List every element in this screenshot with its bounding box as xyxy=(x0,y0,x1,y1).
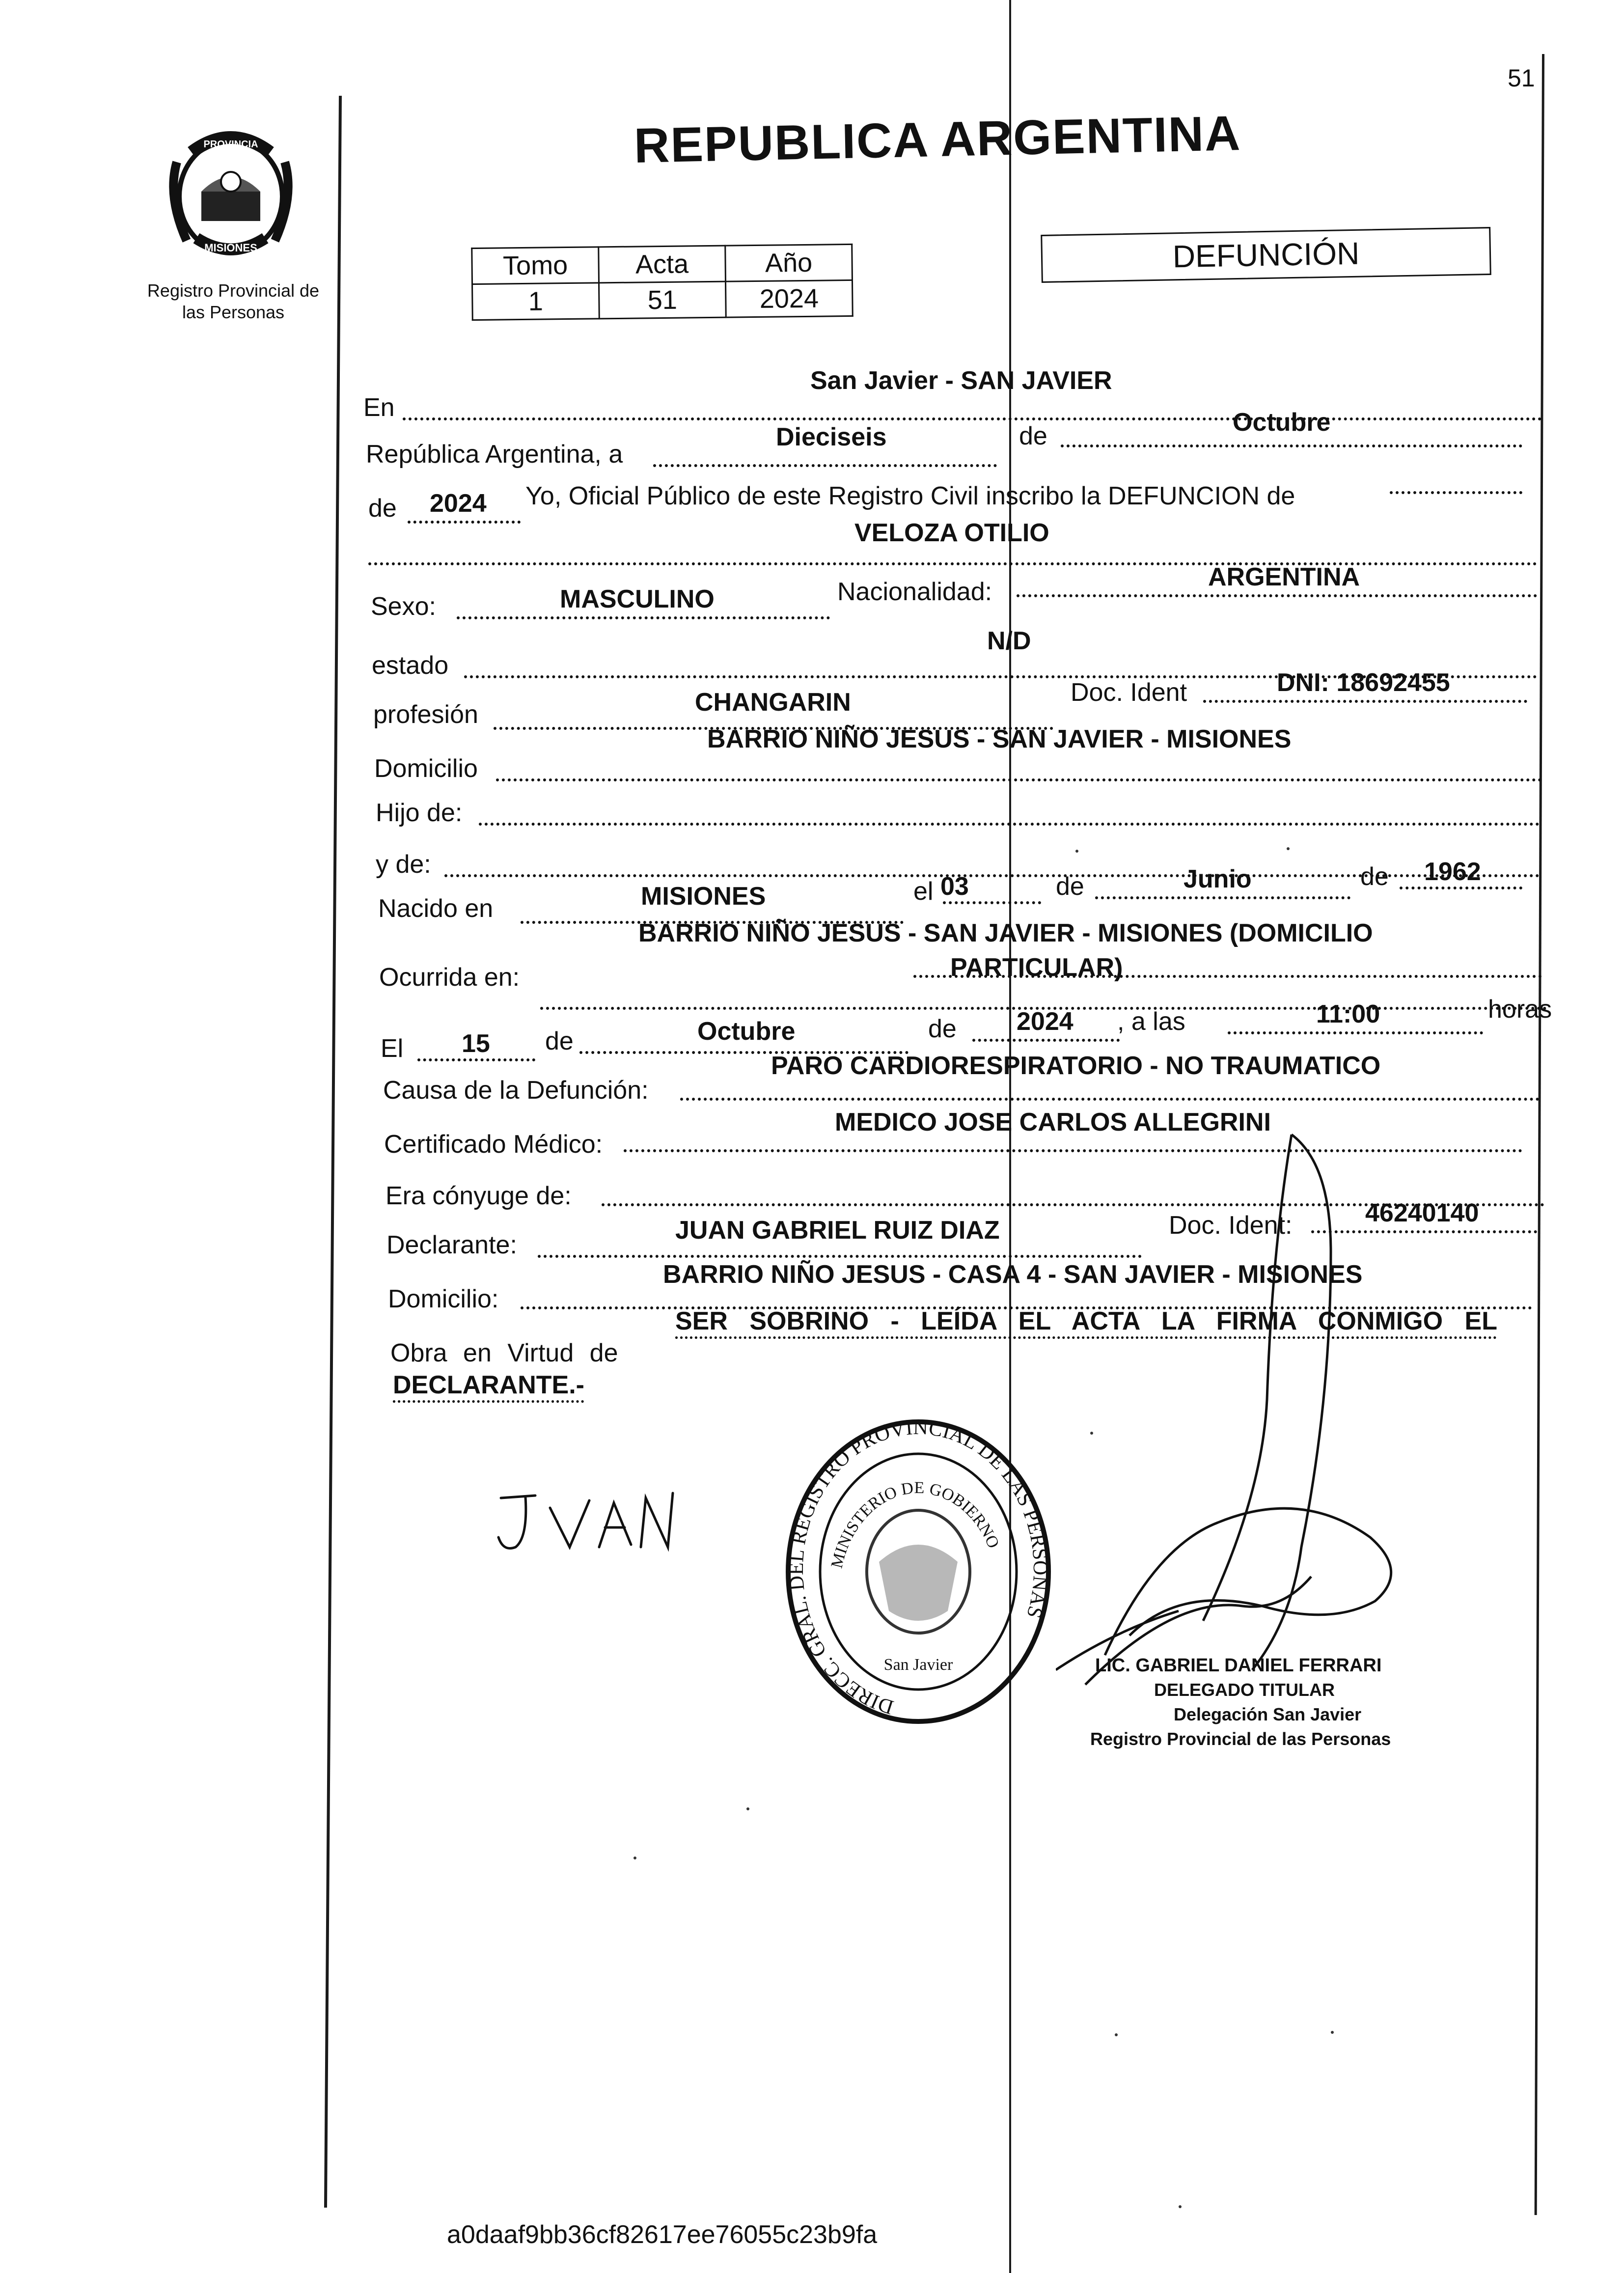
officer-registry: Registro Provincial de las Personas xyxy=(1090,1729,1391,1749)
right-margin-line xyxy=(1535,54,1544,2215)
ocurrida-label: Ocurrida en: xyxy=(379,963,520,992)
stray-mark xyxy=(633,1857,636,1859)
inscribo-text: Yo, Oficial Público de este Registro Civil inscribo la DEFUNCION de xyxy=(525,482,1295,510)
death-el-label: El xyxy=(381,1034,404,1063)
domicilio-label: Domicilio xyxy=(374,754,478,783)
record-header-acta: Acta xyxy=(599,246,726,283)
ocurrida-value-line2: PARTICULAR) xyxy=(950,953,1123,982)
year-line xyxy=(408,521,521,524)
registry-name xyxy=(123,280,344,323)
registry-name-line1: Registro Provincial de xyxy=(147,280,320,301)
domicilio-value: BARRIO NIÑO JESUS - SAN JAVIER - MISIONES xyxy=(707,725,1292,753)
svg-text:MISIONES: MISIONES xyxy=(204,242,257,254)
conyuge-label: Era cónyuge de: xyxy=(385,1182,572,1210)
officer-name: LIC. GABRIEL DANIEL FERRARI xyxy=(1095,1655,1382,1676)
provincia-misiones-logo xyxy=(157,118,304,265)
causa-label: Causa de la Defunción: xyxy=(383,1076,649,1105)
officer-office: Delegación San Javier xyxy=(1174,1704,1362,1724)
stray-mark xyxy=(746,1807,749,1810)
left-margin-line xyxy=(324,96,342,2208)
sexo-line xyxy=(457,616,830,619)
domicilio2-label: Domicilio: xyxy=(388,1285,499,1313)
estado-value: N/D xyxy=(987,627,1031,655)
hijo-line xyxy=(479,823,1540,826)
en-label: En xyxy=(363,393,395,422)
day-value: Dieciseis xyxy=(776,423,887,451)
profesion-label: profesión xyxy=(373,700,478,729)
sexo-value: MASCULINO xyxy=(560,585,715,613)
name-line xyxy=(368,562,1537,565)
ocurrida-value-line1: BARRIO NIÑO JESUS - SAN JAVIER - MISIONES (DOMICILIO xyxy=(638,919,1373,947)
record-value-tomo: 1 xyxy=(472,283,600,320)
domicilio2-value: BARRIO NIÑO JESUS - CASA 4 - SAN JAVIER - MISIONES xyxy=(663,1260,1363,1289)
declarant-signature xyxy=(491,1478,678,1562)
birth-month: Junio xyxy=(1184,865,1252,893)
ocurrida-line xyxy=(913,975,1542,978)
sexo-label: Sexo: xyxy=(371,592,436,621)
birth-year-line xyxy=(1400,887,1522,889)
birth-year: 1962 xyxy=(1424,858,1481,886)
stray-mark xyxy=(1115,2033,1118,2036)
en-value: San Javier - SAN JAVIER xyxy=(810,366,1112,395)
birth-de2-label: de xyxy=(1360,862,1389,891)
record-table xyxy=(471,244,853,321)
alas-label: , a las xyxy=(1117,1007,1185,1036)
horas-label: horas xyxy=(1488,995,1552,1024)
month-de-label: de xyxy=(1019,422,1047,450)
birth-day: 03 xyxy=(940,872,969,901)
record-header-ano: Año xyxy=(725,244,853,281)
stray-mark xyxy=(1331,2031,1334,2034)
nacionalidad-label: Nacionalidad: xyxy=(837,578,992,606)
docident-line xyxy=(1203,700,1527,703)
stray-mark xyxy=(1179,2205,1182,2208)
causa-line xyxy=(680,1098,1540,1101)
obra-value: SER SOBRINO - LEÍDA EL ACTA LA FIRMA CONMIGO EL xyxy=(675,1307,1497,1335)
death-day-line xyxy=(417,1058,535,1061)
obra-value-line2: DECLARANTE.- xyxy=(393,1371,584,1399)
certificado-label: Certificado Médico: xyxy=(384,1130,603,1159)
page-number: 51 xyxy=(1508,64,1535,92)
death-year-line xyxy=(972,1039,1120,1042)
record-value-acta: 51 xyxy=(599,281,726,319)
birth-month-line xyxy=(1095,896,1350,899)
svg-text:San Javier: San Javier xyxy=(883,1656,953,1674)
day-line xyxy=(653,464,997,467)
record-header-tomo: Tomo xyxy=(472,247,599,284)
yde-label: y de: xyxy=(376,850,431,879)
svg-text:MINISTERIO DE GOBIERNO: MINISTERIO DE GOBIERNO xyxy=(827,1478,1003,1570)
death-time: 11:00 xyxy=(1316,1000,1380,1028)
nacido-value: MISIONES xyxy=(641,882,766,911)
nacionalidad-line xyxy=(1017,594,1537,597)
year-value: 2024 xyxy=(430,489,487,518)
en-line xyxy=(403,417,1542,420)
death-year: 2024 xyxy=(1017,1007,1073,1036)
docident2-value: 46240140 xyxy=(1365,1199,1479,1227)
death-de-label: de xyxy=(545,1027,574,1055)
birth-el-label: el xyxy=(913,877,934,906)
declarante-line xyxy=(538,1255,1142,1258)
officer-signature xyxy=(1056,1105,1434,1744)
record-type-box: DEFUNCIÓN xyxy=(1041,227,1491,283)
docident2-label: Doc. Ident: xyxy=(1169,1211,1293,1240)
nacionalidad-value: ARGENTINA xyxy=(1208,563,1360,591)
death-month: Octubre xyxy=(697,1017,796,1046)
month-value: Octubre xyxy=(1233,408,1331,437)
domicilio-line xyxy=(496,778,1542,781)
profesion-value: CHANGARIN xyxy=(695,688,851,717)
inscribo-line xyxy=(1390,491,1522,494)
officer-title: DELEGADO TITULAR xyxy=(1154,1680,1335,1700)
birth-de-label: de xyxy=(1056,872,1084,901)
month-line xyxy=(1061,444,1522,447)
svg-text:DIRECC. GRAL. DEL REGISTRO PRO: DIRECC. GRAL. DEL REGISTRO PROVINCIAL DE LAS PERSONAS xyxy=(785,1416,1052,1719)
stray-mark xyxy=(1090,1432,1093,1435)
svg-text:PROVINCIA: PROVINCIA xyxy=(203,139,258,150)
death-day: 15 xyxy=(462,1029,490,1058)
record-value-ano: 2024 xyxy=(725,280,853,317)
docident-value: DNI: 18692455 xyxy=(1277,668,1450,697)
declarante-value: JUAN GABRIEL RUIZ DIAZ xyxy=(675,1216,1000,1245)
official-seal xyxy=(781,1414,1056,1729)
nacido-label: Nacido en xyxy=(378,894,494,923)
document-title: REPUBLICA ARGENTINA xyxy=(633,106,1242,173)
hijo-label: Hijo de: xyxy=(376,799,463,827)
death-de2-label: de xyxy=(928,1015,957,1043)
certificado-value: MEDICO JOSE CARLOS ALLEGRINI xyxy=(835,1108,1271,1136)
estado-label: estado xyxy=(372,651,449,680)
causa-value: PARO CARDIORESPIRATORIO - NO TRAUMATICO xyxy=(771,1052,1381,1080)
republica-label: República Argentina, a xyxy=(366,440,623,469)
birth-day-line xyxy=(943,901,1041,904)
death-time-line xyxy=(1228,1031,1483,1034)
docident-label: Doc. Ident xyxy=(1071,678,1187,707)
document-hash: a0daaf9bb36cf82617ee76055c23b9fa xyxy=(447,2220,878,2249)
year-de-label: de xyxy=(368,494,397,523)
stray-mark xyxy=(1287,847,1290,850)
deceased-name: VELOZA OTILIO xyxy=(854,519,1049,547)
obra-label: Obra en Virtud de xyxy=(390,1339,618,1367)
declarante-label: Declarante: xyxy=(386,1231,517,1259)
stray-mark xyxy=(1075,850,1078,853)
registry-name-line2: las Personas xyxy=(182,302,285,322)
